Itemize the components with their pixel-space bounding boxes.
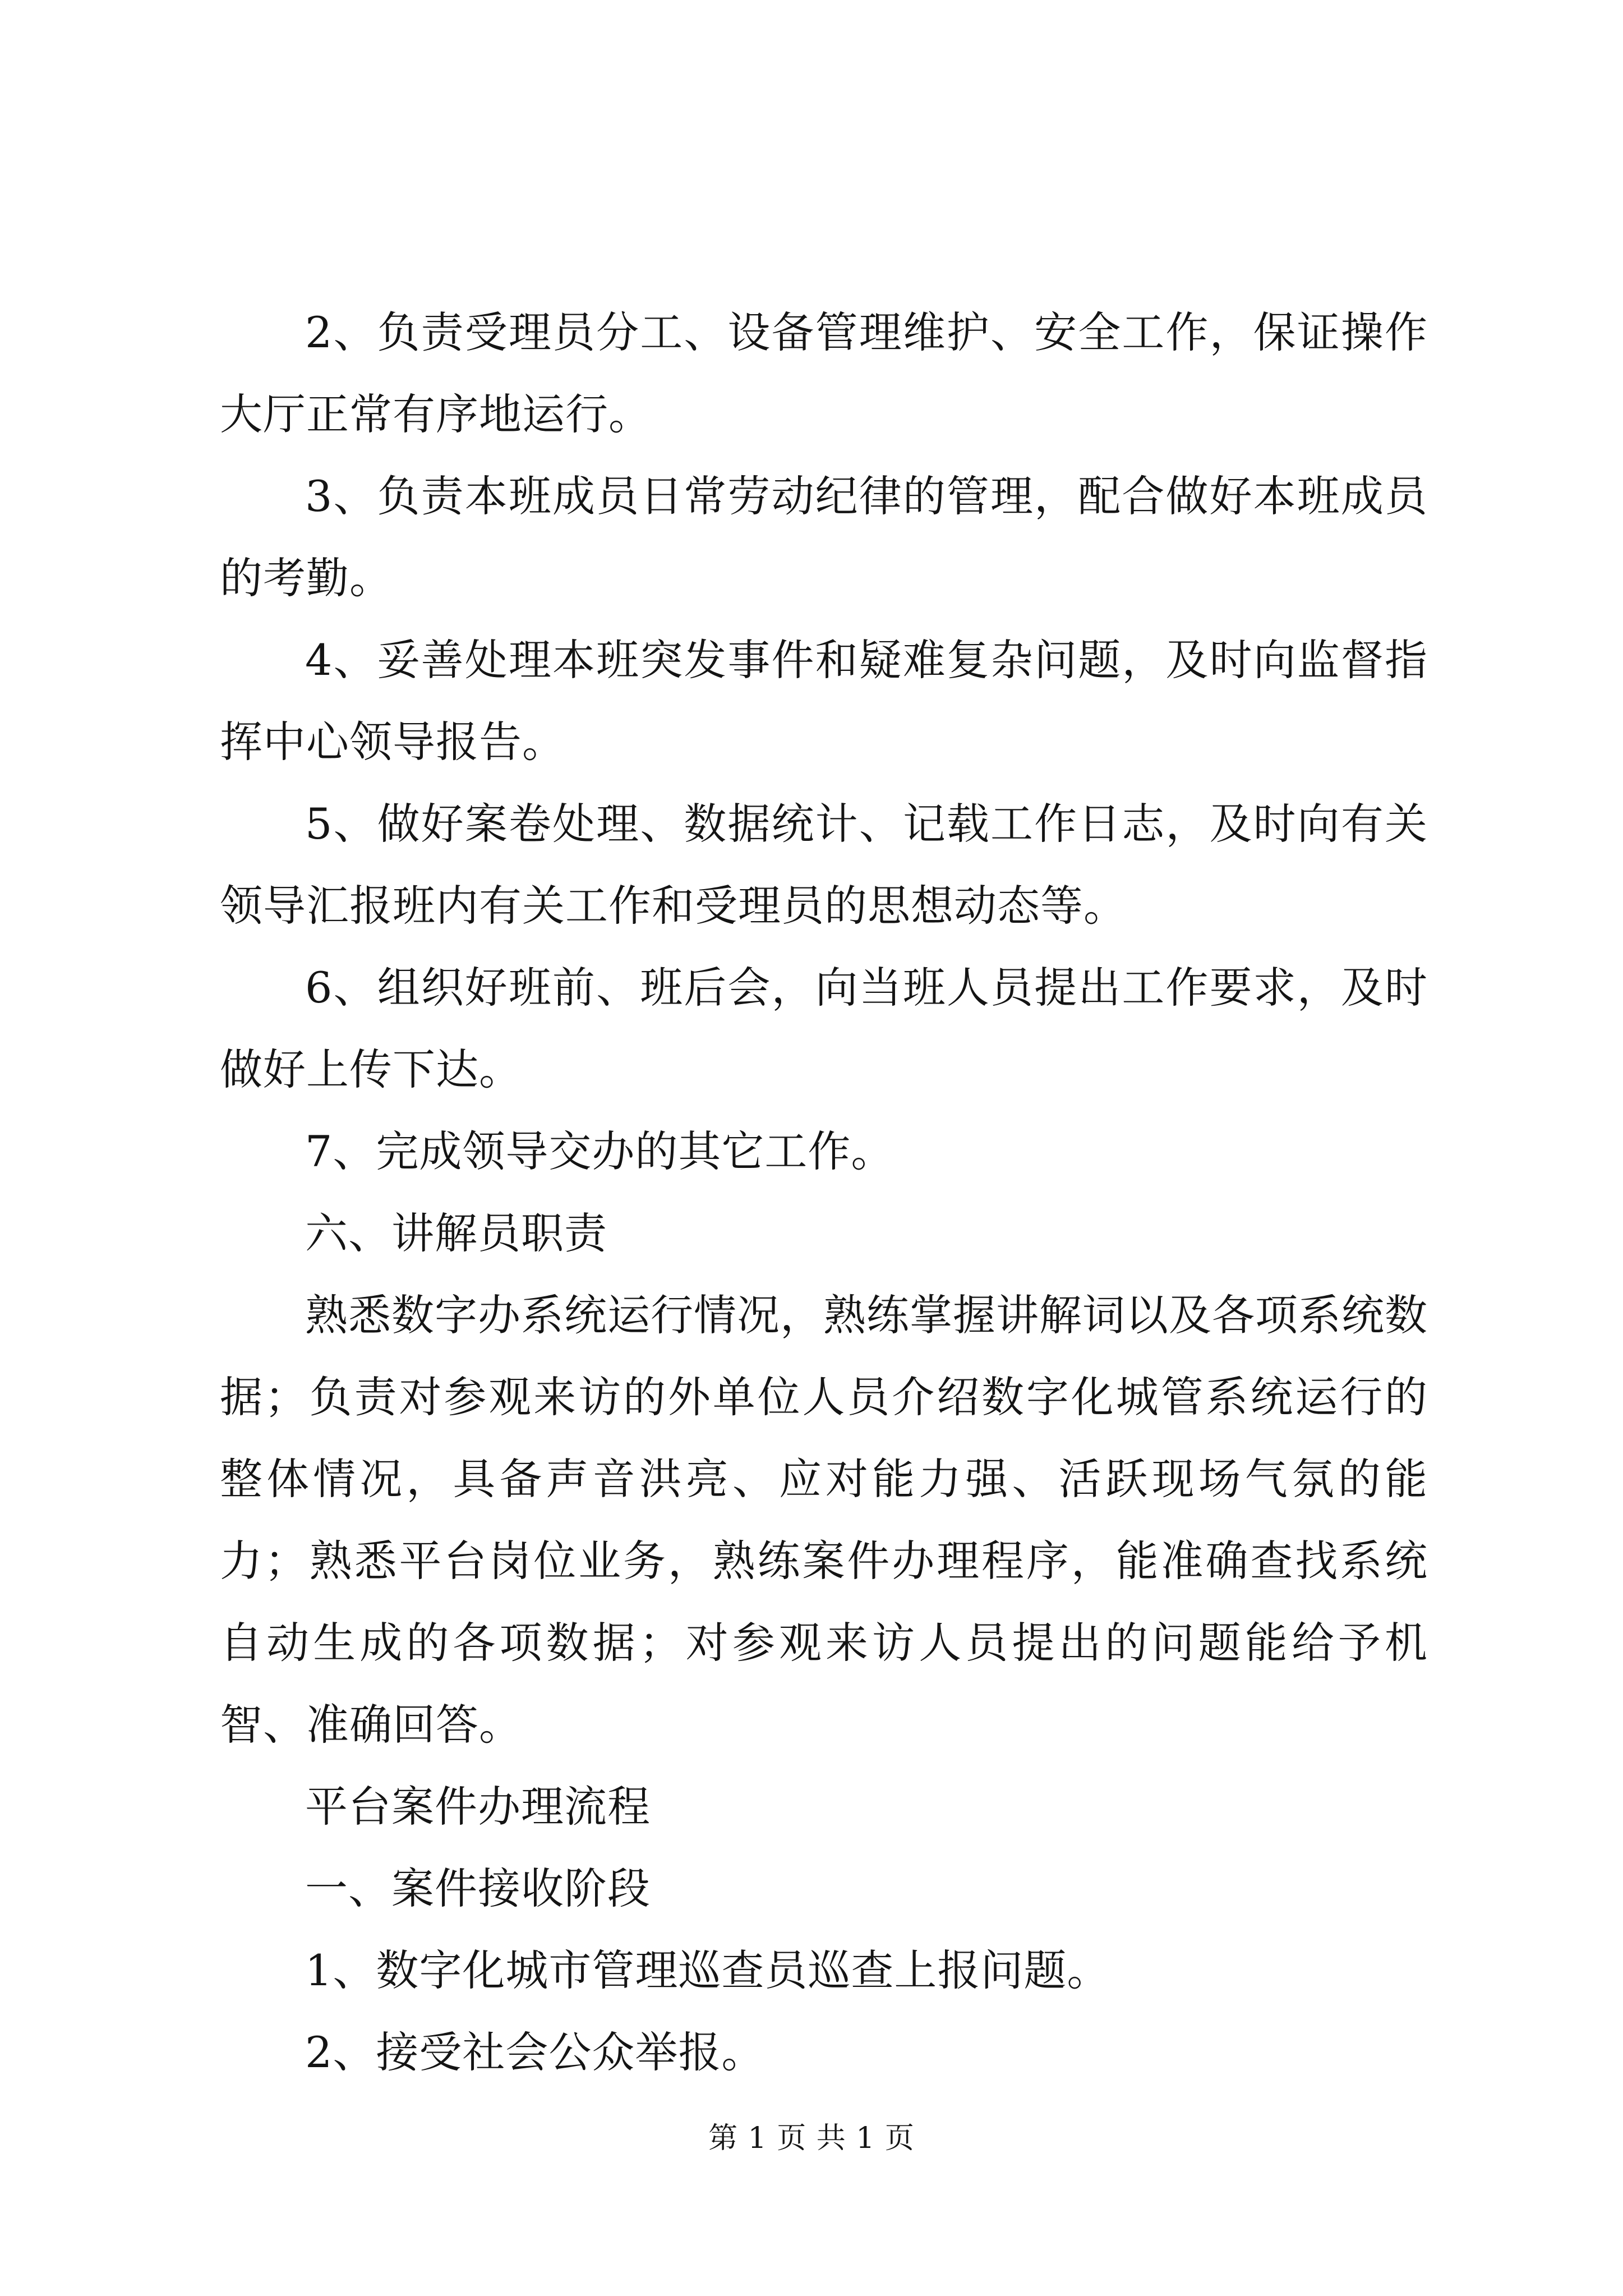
document-body	[220, 292, 1428, 2093]
section-heading-guide-duties: 六、讲解员职责	[305, 1208, 607, 1258]
paragraph-receiving-1: 1、数字化城市管理巡查员巡查上报问题。	[305, 1945, 1110, 1995]
paragraph-item-2: 2、负责受理员分工、设备管理维护、安全工作，保证操作大厅正常有序地运行。	[220, 307, 1428, 439]
paragraph-guide-duties: 熟悉数字办系统运行情况，熟练掌握讲解词以及各项系统数据；负责对参观来访的外单位人员介绍数字化城管系统运行的整体情况，具备声音洪亮、应对能力强、活跃现场气氛的能力；熟悉平台岗位业务，熟练案件办理程序，能准确查找系统自动生成的各项数据；对参观来访人员提出的问题能给予机智、准确回答。	[220, 1290, 1428, 1750]
section-heading-case-receiving: 一、案件接收阶段	[305, 1864, 651, 1913]
paragraph-item-4: 4、妥善处理本班突发事件和疑难复杂问题，及时向监督指挥中心领导报告。	[220, 635, 1428, 767]
paragraph-item-5: 5、做好案卷处理、数据统计、记载工作日志，及时向有关领导汇报班内有关工作和受理员的思想动态等。	[220, 799, 1428, 931]
paragraph-item-6: 6、组织好班前、班后会，向当班人员提出工作要求，及时做好上传下达。	[220, 963, 1428, 1094]
page-footer: 第 1 页 共 1 页	[708, 2122, 915, 2155]
paragraph-item-3: 3、负责本班成员日常劳动纪律的管理，配合做好本班成员的考勤。	[220, 471, 1428, 603]
paragraph-receiving-2: 2、接受社会公众举报。	[305, 2027, 765, 2077]
section-heading-case-process: 平台案件办理流程	[305, 1782, 651, 1832]
paragraph-item-7: 7、完成领导交办的其它工作。	[305, 1126, 895, 1176]
